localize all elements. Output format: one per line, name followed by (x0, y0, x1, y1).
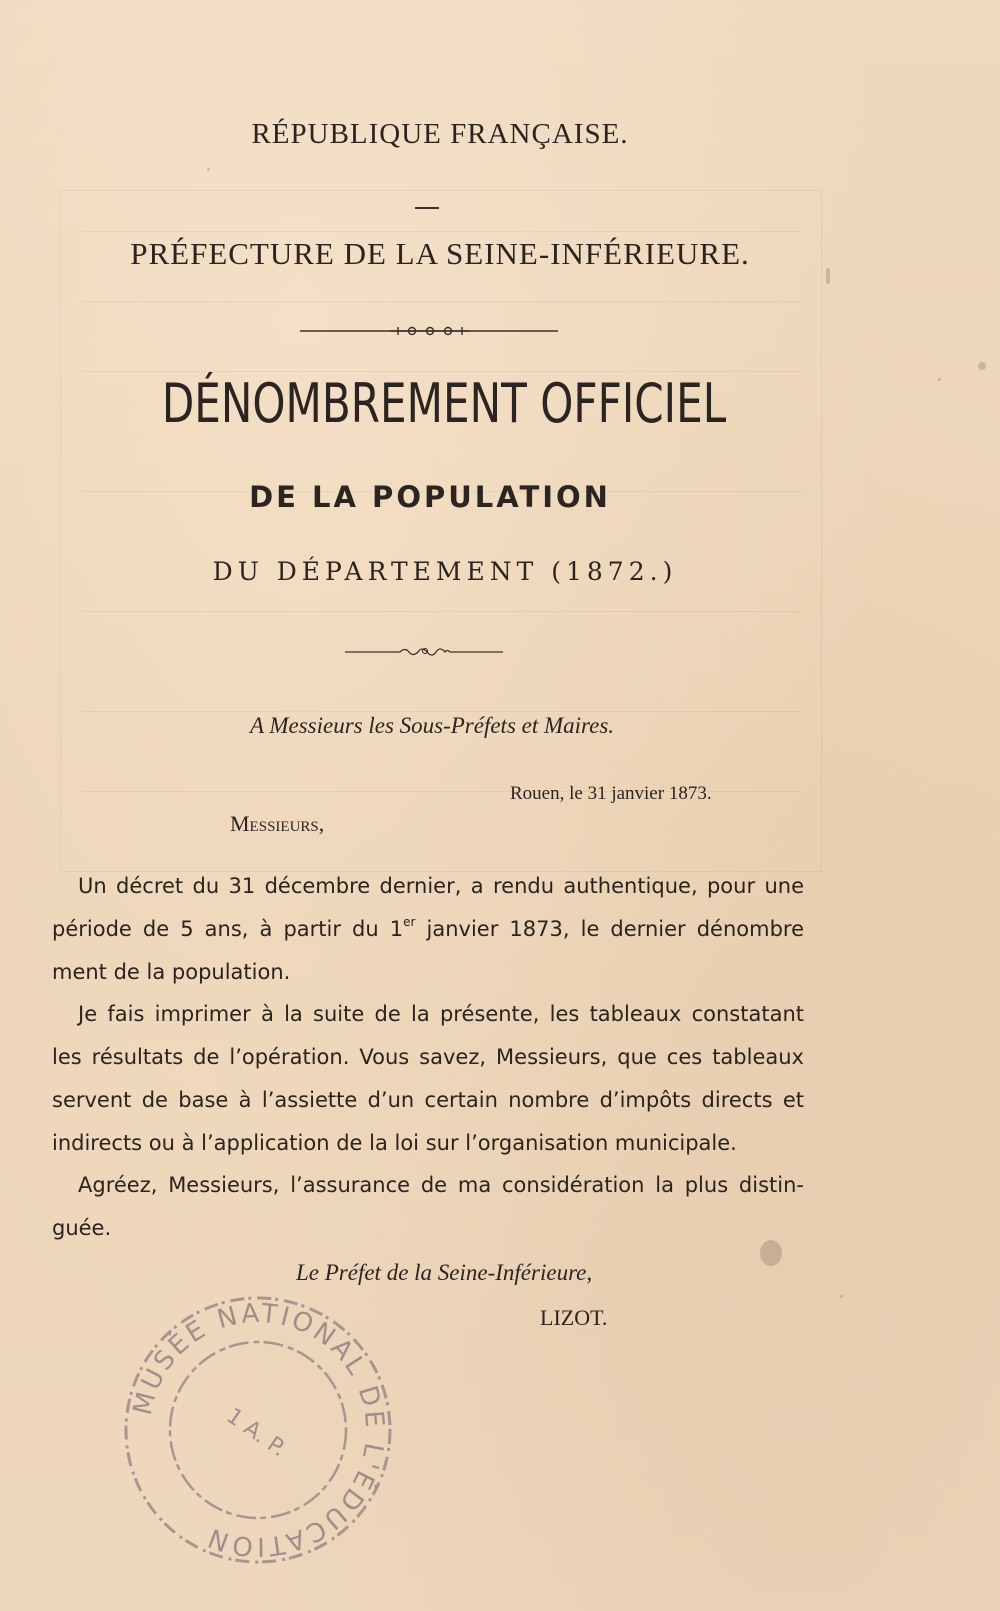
museum-stamp (118, 1290, 398, 1570)
document-subtitle-year: DU DÉPARTEMENT (1872.) (212, 557, 678, 586)
text-line: période de 5 ans, à partir du 1er janvier 1873, le dernier dénombre (52, 915, 804, 941)
text-line: ment de la population. (52, 960, 291, 984)
text-line: Je fais imprimer à la suite de la présente, les tableaux constatant (78, 1002, 804, 1026)
ornament-rule-small (345, 645, 505, 659)
text-line: Un décret du 31 décembre dernier, a rendu authentique, pour une (78, 874, 804, 898)
signature-name: LIZOT. (540, 1305, 608, 1330)
paragraph-3 (52, 1164, 804, 1250)
text-line: indirects ou à l’application de la loi sur l’organisation municipale. (52, 1131, 737, 1155)
document-subtitle: DE LA POPULATION (249, 480, 611, 514)
text-line: guée. (52, 1216, 112, 1240)
paragraph-2 (52, 993, 804, 1165)
letter-place-date: Rouen, le 31 janvier 1873. (510, 783, 712, 804)
letter-salutation: Messieurs, (230, 811, 325, 836)
letter-address: A Messieurs les Sous-Préfets et Maires. (249, 713, 615, 738)
republique-heading: RÉPUBLIQUE FRANÇAISE. (251, 118, 629, 150)
document-title: DÉNOMBREMENT OFFICIEL (161, 372, 727, 435)
show-through-text (60, 190, 822, 872)
svg-text:MUSÉE NATIONAL DE L'ÉDUCATION: MUSÉE NATIONAL DE L'ÉDUCATION (127, 1298, 390, 1562)
prefecture-heading: PRÉFECTURE DE LA SEINE-INFÉRIEURE. (130, 236, 750, 271)
svg-text:1 A. P.: 1 A. P. (221, 1403, 291, 1463)
separator-dash (415, 207, 439, 209)
text-line: les résultats de l’opération. Vous savez, Messieurs, que ces tableaux (52, 1045, 804, 1069)
text-line: Agréez, Messieurs, l’assurance de ma considération la plus distin- (78, 1173, 804, 1197)
text-line: servent de base à l’assiette d’un certain nombre d’impôts directs et (52, 1088, 804, 1112)
paragraph-1 (52, 865, 804, 994)
signature-title: Le Préfet de la Seine-Inférieure, (296, 1260, 593, 1285)
ornament-rule (300, 323, 560, 339)
